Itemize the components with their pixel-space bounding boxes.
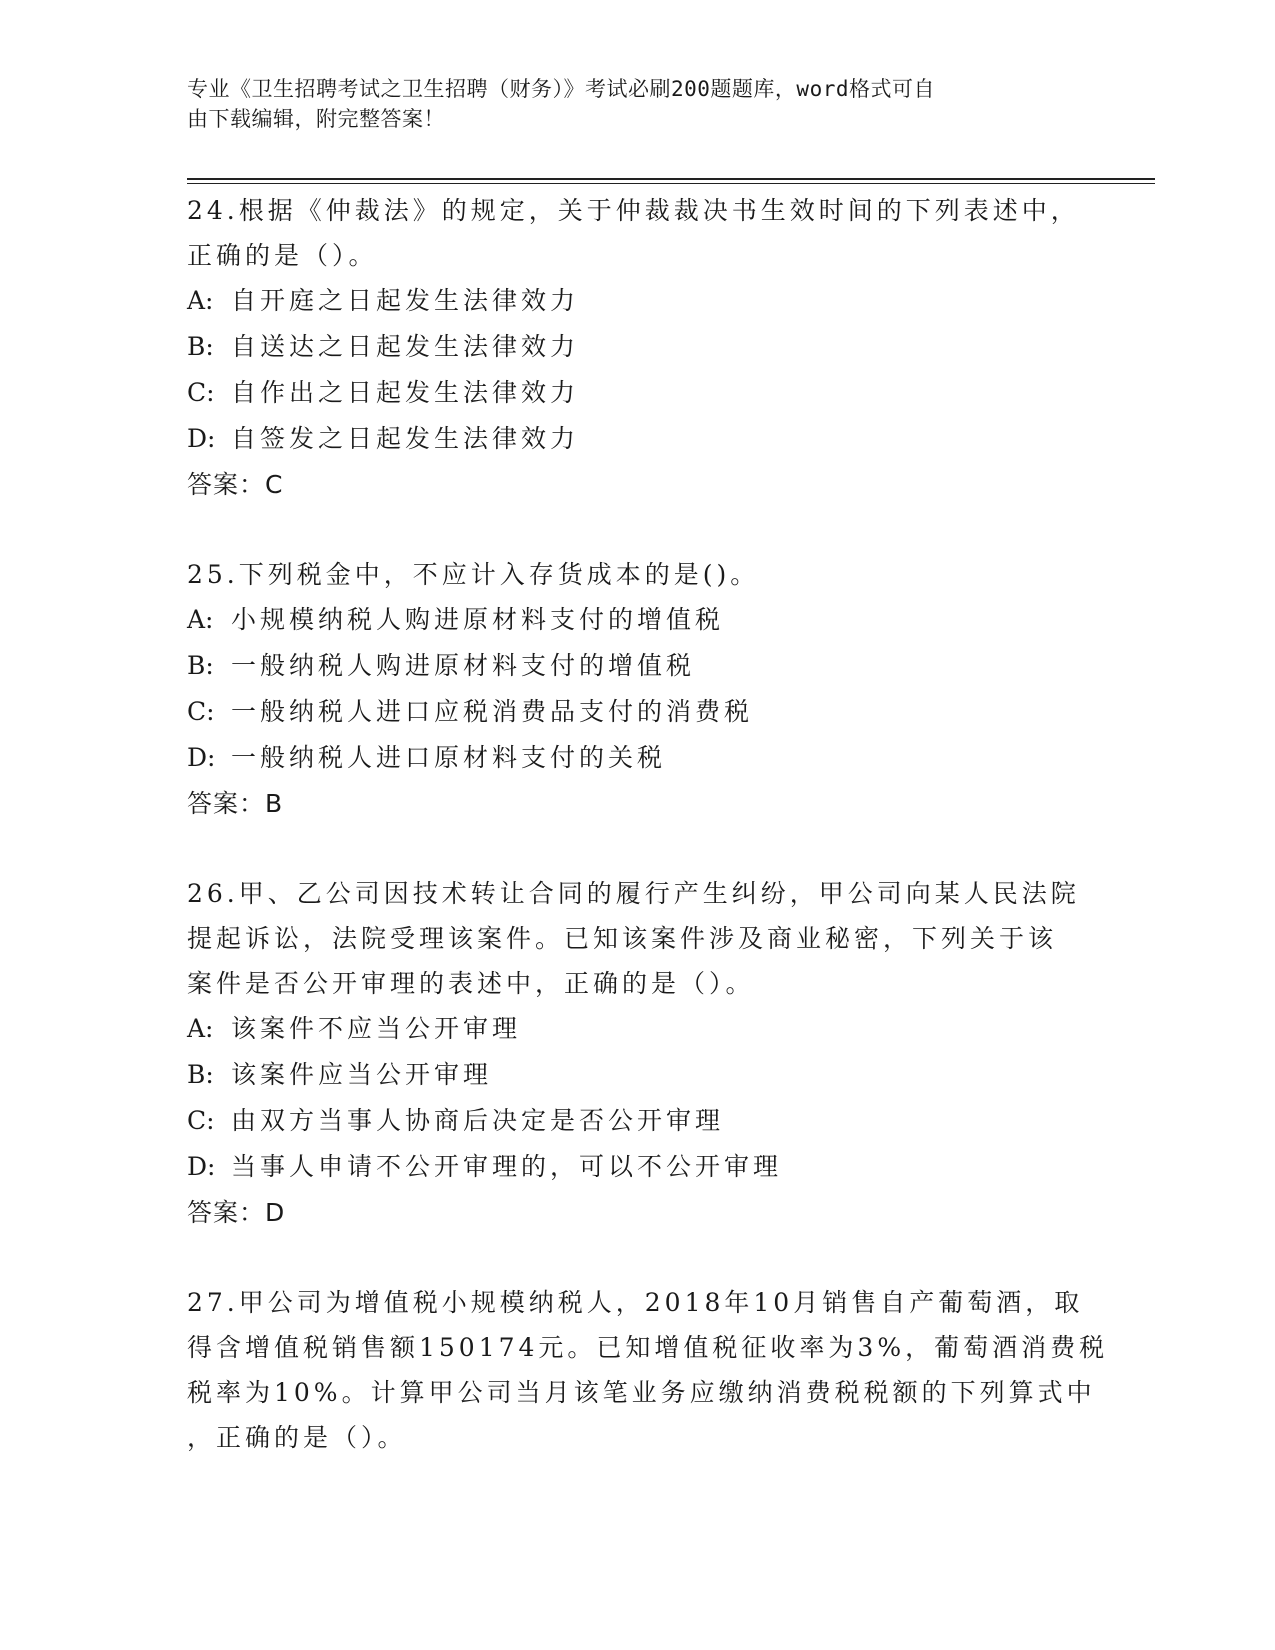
option-text: 该案件不应当公开审理 — [231, 1014, 522, 1043]
question-list — [187, 188, 1109, 1460]
answer-line: 答案：B — [187, 789, 284, 818]
option-c — [187, 1098, 1087, 1144]
option-a — [187, 278, 1087, 324]
option-label: B: — [187, 332, 214, 361]
option-text: 一般纳税人进口应税消费品支付的消费税 — [231, 697, 754, 726]
question-stem — [187, 188, 1087, 278]
option-b — [187, 324, 1087, 370]
answer-line: 答案：C — [187, 470, 284, 499]
stem-line: 提起诉讼，法院受理该案件。已知该案件涉及商业秘密，下列关于该 — [187, 924, 1058, 953]
option-label: B: — [187, 651, 214, 680]
question-item — [187, 188, 1087, 508]
option-text: 一般纳税人进口原材料支付的关税 — [231, 743, 667, 772]
header-divider-thin — [187, 183, 1155, 184]
stem-line: 正确的是（）。 — [187, 241, 378, 270]
option-d — [187, 735, 1087, 781]
stem-line: 案件是否公开审理的表述中，正确的是（）。 — [187, 969, 755, 998]
stem-line: 27.甲公司为增值税小规模纳税人，2018年10月销售自产葡萄酒，取 — [187, 1288, 1084, 1317]
option-label: D: — [187, 743, 216, 772]
question-stem — [187, 552, 1087, 597]
option-c — [187, 689, 1087, 735]
question-item — [187, 1280, 1109, 1460]
option-c — [187, 370, 1087, 416]
header-line-2: 由下载编辑，附完整答案！ — [187, 107, 445, 131]
option-text: 自开庭之日起发生法律效力 — [231, 286, 580, 315]
stem-line: 税率为10%。计算甲公司当月该笔业务应缴纳消费税税额的下列算式中 — [187, 1378, 1096, 1407]
question-stem — [187, 871, 1087, 1006]
stem-line: 得含增值税销售额150174元。已知增值税征收率为3%，葡萄酒消费税 — [187, 1333, 1109, 1362]
answer-line: 答案：D — [187, 1198, 286, 1227]
option-label: B: — [187, 1060, 214, 1089]
header-divider-thick — [187, 178, 1155, 180]
option-text: 一般纳税人购进原材料支付的增值税 — [231, 651, 696, 680]
question-item — [187, 871, 1087, 1236]
option-text: 由双方当事人协商后决定是否公开审理 — [231, 1106, 725, 1135]
option-label: D: — [187, 1152, 216, 1181]
option-text: 小规模纳税人购进原材料支付的增值税 — [231, 605, 725, 634]
option-label: A: — [187, 605, 214, 634]
option-text: 自作出之日起发生法律效力 — [231, 378, 580, 407]
option-b — [187, 1052, 1087, 1098]
stem-line: 25.下列税金中，不应计入存货成本的是()。 — [187, 560, 760, 589]
question-item — [187, 552, 1087, 827]
question-stem — [187, 1280, 1109, 1460]
option-d — [187, 416, 1087, 462]
header-line-1: 专业《卫生招聘考试之卫生招聘（财务）》考试必刷200题题库，word格式可自 — [187, 77, 935, 101]
stem-line: ，正确的是（）。 — [187, 1423, 407, 1452]
option-text: 当事人申请不公开审理的，可以不公开审理 — [231, 1152, 783, 1181]
option-label: C: — [187, 1106, 215, 1135]
option-label: C: — [187, 697, 215, 726]
option-label: C: — [187, 378, 215, 407]
option-d — [187, 1144, 1087, 1190]
option-a — [187, 597, 1087, 643]
stem-line: 24.根据《仲裁法》的规定，关于仲裁裁决书生效时间的下列表述中， — [187, 196, 1080, 225]
option-text: 该案件应当公开审理 — [231, 1060, 493, 1089]
option-text: 自签发之日起发生法律效力 — [231, 424, 580, 453]
option-a — [187, 1006, 1087, 1052]
document-header — [187, 74, 1067, 134]
option-label: D: — [187, 424, 216, 453]
option-b — [187, 643, 1087, 689]
option-label: A: — [187, 1014, 214, 1043]
stem-line: 26.甲、乙公司因技术转让合同的履行产生纠纷，甲公司向某人民法院 — [187, 879, 1080, 908]
option-text: 自送达之日起发生法律效力 — [231, 332, 580, 361]
option-label: A: — [187, 286, 214, 315]
